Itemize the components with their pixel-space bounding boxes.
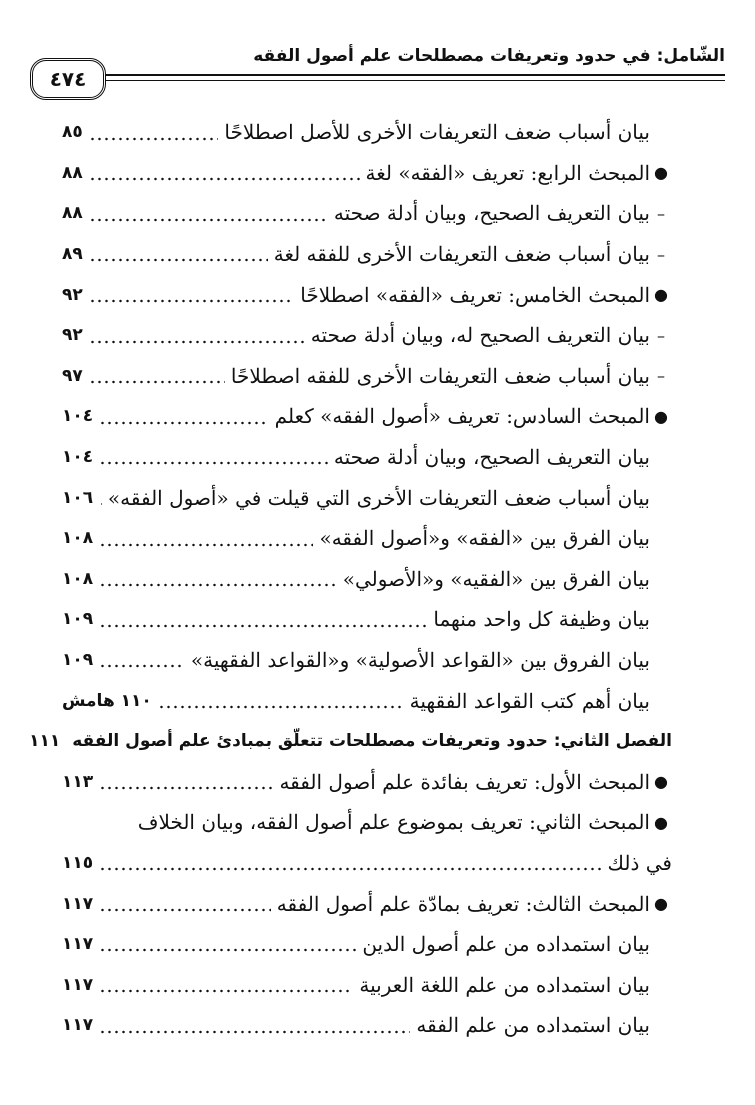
toc-entry-title: المبحث الثالث: تعريف بمادّة علم أصول الفقه [276, 891, 650, 916]
dash-icon: – [657, 203, 665, 223]
toc-entry-page: ١١٧ [62, 1015, 94, 1036]
toc-entry-page: ١١١ [29, 731, 61, 752]
toc-entry-title: بيان أسباب ضعف التعريفات الأخرى التي قيلت في «أصول الفقه» [107, 485, 650, 510]
dash-icon: – [657, 244, 665, 264]
page-number: ٤٧٤ [49, 67, 87, 91]
bullet-icon: ● [654, 772, 668, 792]
toc-entry-page: ٨٨ [62, 162, 83, 183]
dot-leader [99, 989, 353, 993]
toc-entry-title: المبحث الأول: تعريف بفائدة علم أصول الفقه [279, 769, 650, 794]
toc-entry-page: ٨٥ [62, 122, 83, 143]
toc-entry-page: ١١٣ [62, 771, 94, 792]
toc-entry-title: بيان أسباب ضعف التعريفات الأخرى للأصل اصطلاحًا [224, 120, 650, 145]
header-rule-thick [30, 74, 725, 76]
dot-leader [99, 867, 601, 871]
toc-entry-title: بيان الفرق بين «الفقيه» و«الأصولي» [342, 566, 650, 591]
toc-entry [62, 315, 672, 356]
toc-entry-title: بيان استمداده من علم الفقه [416, 1013, 650, 1038]
dot-leader [99, 461, 328, 465]
toc-entry [62, 559, 672, 600]
header-rule-connector [104, 74, 124, 76]
dot-leader [99, 908, 271, 912]
toc-entry-page: ١٠٤ [62, 447, 94, 468]
running-header [30, 44, 725, 106]
running-header-title: الشّامل: في حدود وتعريفات مصطلحات علم أصول الفقه [253, 46, 725, 66]
toc-entry [62, 396, 672, 437]
toc-entry-page: ٩٢ [62, 284, 83, 305]
toc-entry-page: ١١٠ هامش [62, 690, 152, 711]
dot-leader [89, 380, 225, 384]
bullet-icon: ● [654, 812, 668, 832]
dot-leader [89, 137, 219, 141]
toc-entry-page: ١٠٨ [62, 528, 94, 549]
toc-entry-title: بيان الفروق بين «القواعد الأصولية» و«القواعد الفقهية» [190, 648, 650, 673]
dot-leader [89, 258, 268, 262]
toc-entry-title: الفصل الثاني: حدود وتعريفات مصطلحات تتعلّق بمبادئ علم أصول الفقه [72, 731, 672, 752]
dot-leader [99, 624, 427, 628]
bullet-icon: ● [654, 406, 668, 426]
toc-entry-title: بيان استمداده من علم اللغة العربية [359, 972, 650, 997]
dot-leader [99, 502, 102, 506]
toc-entry-page: ١٠٨ [62, 568, 94, 589]
toc-entry-page: ١٠٦ [62, 487, 94, 508]
toc-entry-page: ٩٧ [62, 365, 83, 386]
toc-entry-page: ١١٧ [62, 893, 94, 914]
toc-entry-title: في ذلك [607, 850, 672, 875]
toc-entry-page: ١٠٩ [62, 609, 94, 630]
bullet-icon: ● [654, 894, 668, 914]
toc-entry [62, 477, 672, 518]
dot-leader [89, 218, 328, 222]
toc-entry-page: ١٠٤ [62, 406, 94, 427]
toc-entry [62, 802, 672, 843]
page-number-badge [30, 58, 106, 100]
toc-entry [62, 153, 672, 194]
toc-entry [62, 883, 672, 924]
dot-leader [99, 948, 356, 952]
toc-entry [62, 1005, 672, 1046]
toc-entry-title: بيان التعريف الصحيح، وبيان أدلة صحته [333, 201, 650, 226]
toc-entry [62, 112, 672, 153]
dot-leader [89, 177, 360, 181]
toc-entry-page: ٨٩ [62, 244, 83, 265]
toc-entry [62, 234, 672, 275]
toc-entry-title: بيان الفرق بين «الفقه» و«أصول الفقه» [319, 526, 650, 551]
toc-entry-title: المبحث الثاني: تعريف بموضوع علم أصول الفقه، وبيان الخلاف [137, 810, 650, 835]
toc-entry-title: بيان التعريف الصحيح، وبيان أدلة صحته [333, 445, 650, 470]
bullet-icon: ● [654, 285, 668, 305]
toc-entry-title: المبحث الخامس: تعريف «الفقه» اصطلاحًا [300, 282, 650, 307]
toc-entry [62, 640, 672, 681]
bullet-icon: ● [654, 163, 668, 183]
toc-entry [62, 599, 672, 640]
dot-leader [89, 299, 294, 303]
dot-leader [99, 421, 269, 425]
toc-entry-page: ١١٥ [62, 852, 94, 873]
toc-entry-title: بيان أسباب ضعف التعريفات الأخرى للفقه لغة [273, 242, 650, 267]
toc-entry-title: بيان أسباب ضعف التعريفات الأخرى للفقه اصطلاحًا [230, 363, 650, 388]
toc-entry-title: بيان التعريف الصحيح له، وبيان أدلة صحته [310, 323, 650, 348]
toc-entry-title: المبحث السادس: تعريف «أصول الفقه» كعلم [274, 404, 650, 429]
dash-icon: – [657, 366, 665, 386]
dot-leader [89, 340, 305, 344]
dash-icon: – [657, 325, 665, 345]
toc-entry [62, 356, 672, 397]
toc-entry-page: ١١٧ [62, 974, 94, 995]
toc-entry-page: ٨٨ [62, 203, 83, 224]
dot-leader [158, 705, 404, 709]
toc-entry [62, 964, 672, 1005]
toc-entry [62, 518, 672, 559]
dot-leader [99, 543, 313, 547]
dot-leader [99, 786, 273, 790]
toc-entry-title: بيان استمداده من علم أصول الدين [362, 932, 650, 957]
toc-entry-page: ١٠٩ [62, 650, 94, 671]
dot-leader [99, 1030, 410, 1034]
toc-entry-title: بيان أهم كتب القواعد الفقهية [409, 688, 650, 713]
toc-entry [62, 843, 672, 884]
toc-entry [29, 721, 672, 762]
toc-entry-title: المبحث الرابع: تعريف «الفقه» لغة [365, 160, 650, 185]
toc-entry [62, 274, 672, 315]
toc-entry [62, 193, 672, 234]
toc-entry [62, 680, 672, 721]
toc-entry [62, 924, 672, 965]
header-rule-thin [30, 80, 725, 81]
toc-entry-page: ١١٧ [62, 934, 94, 955]
toc-entry-title: بيان وظيفة كل واحد منهما [433, 607, 650, 632]
table-of-contents [29, 112, 672, 1046]
dot-leader [99, 583, 337, 587]
toc-entry [62, 437, 672, 478]
toc-entry-page: ٩٢ [62, 325, 83, 346]
toc-entry [62, 762, 672, 803]
dot-leader [99, 664, 185, 668]
